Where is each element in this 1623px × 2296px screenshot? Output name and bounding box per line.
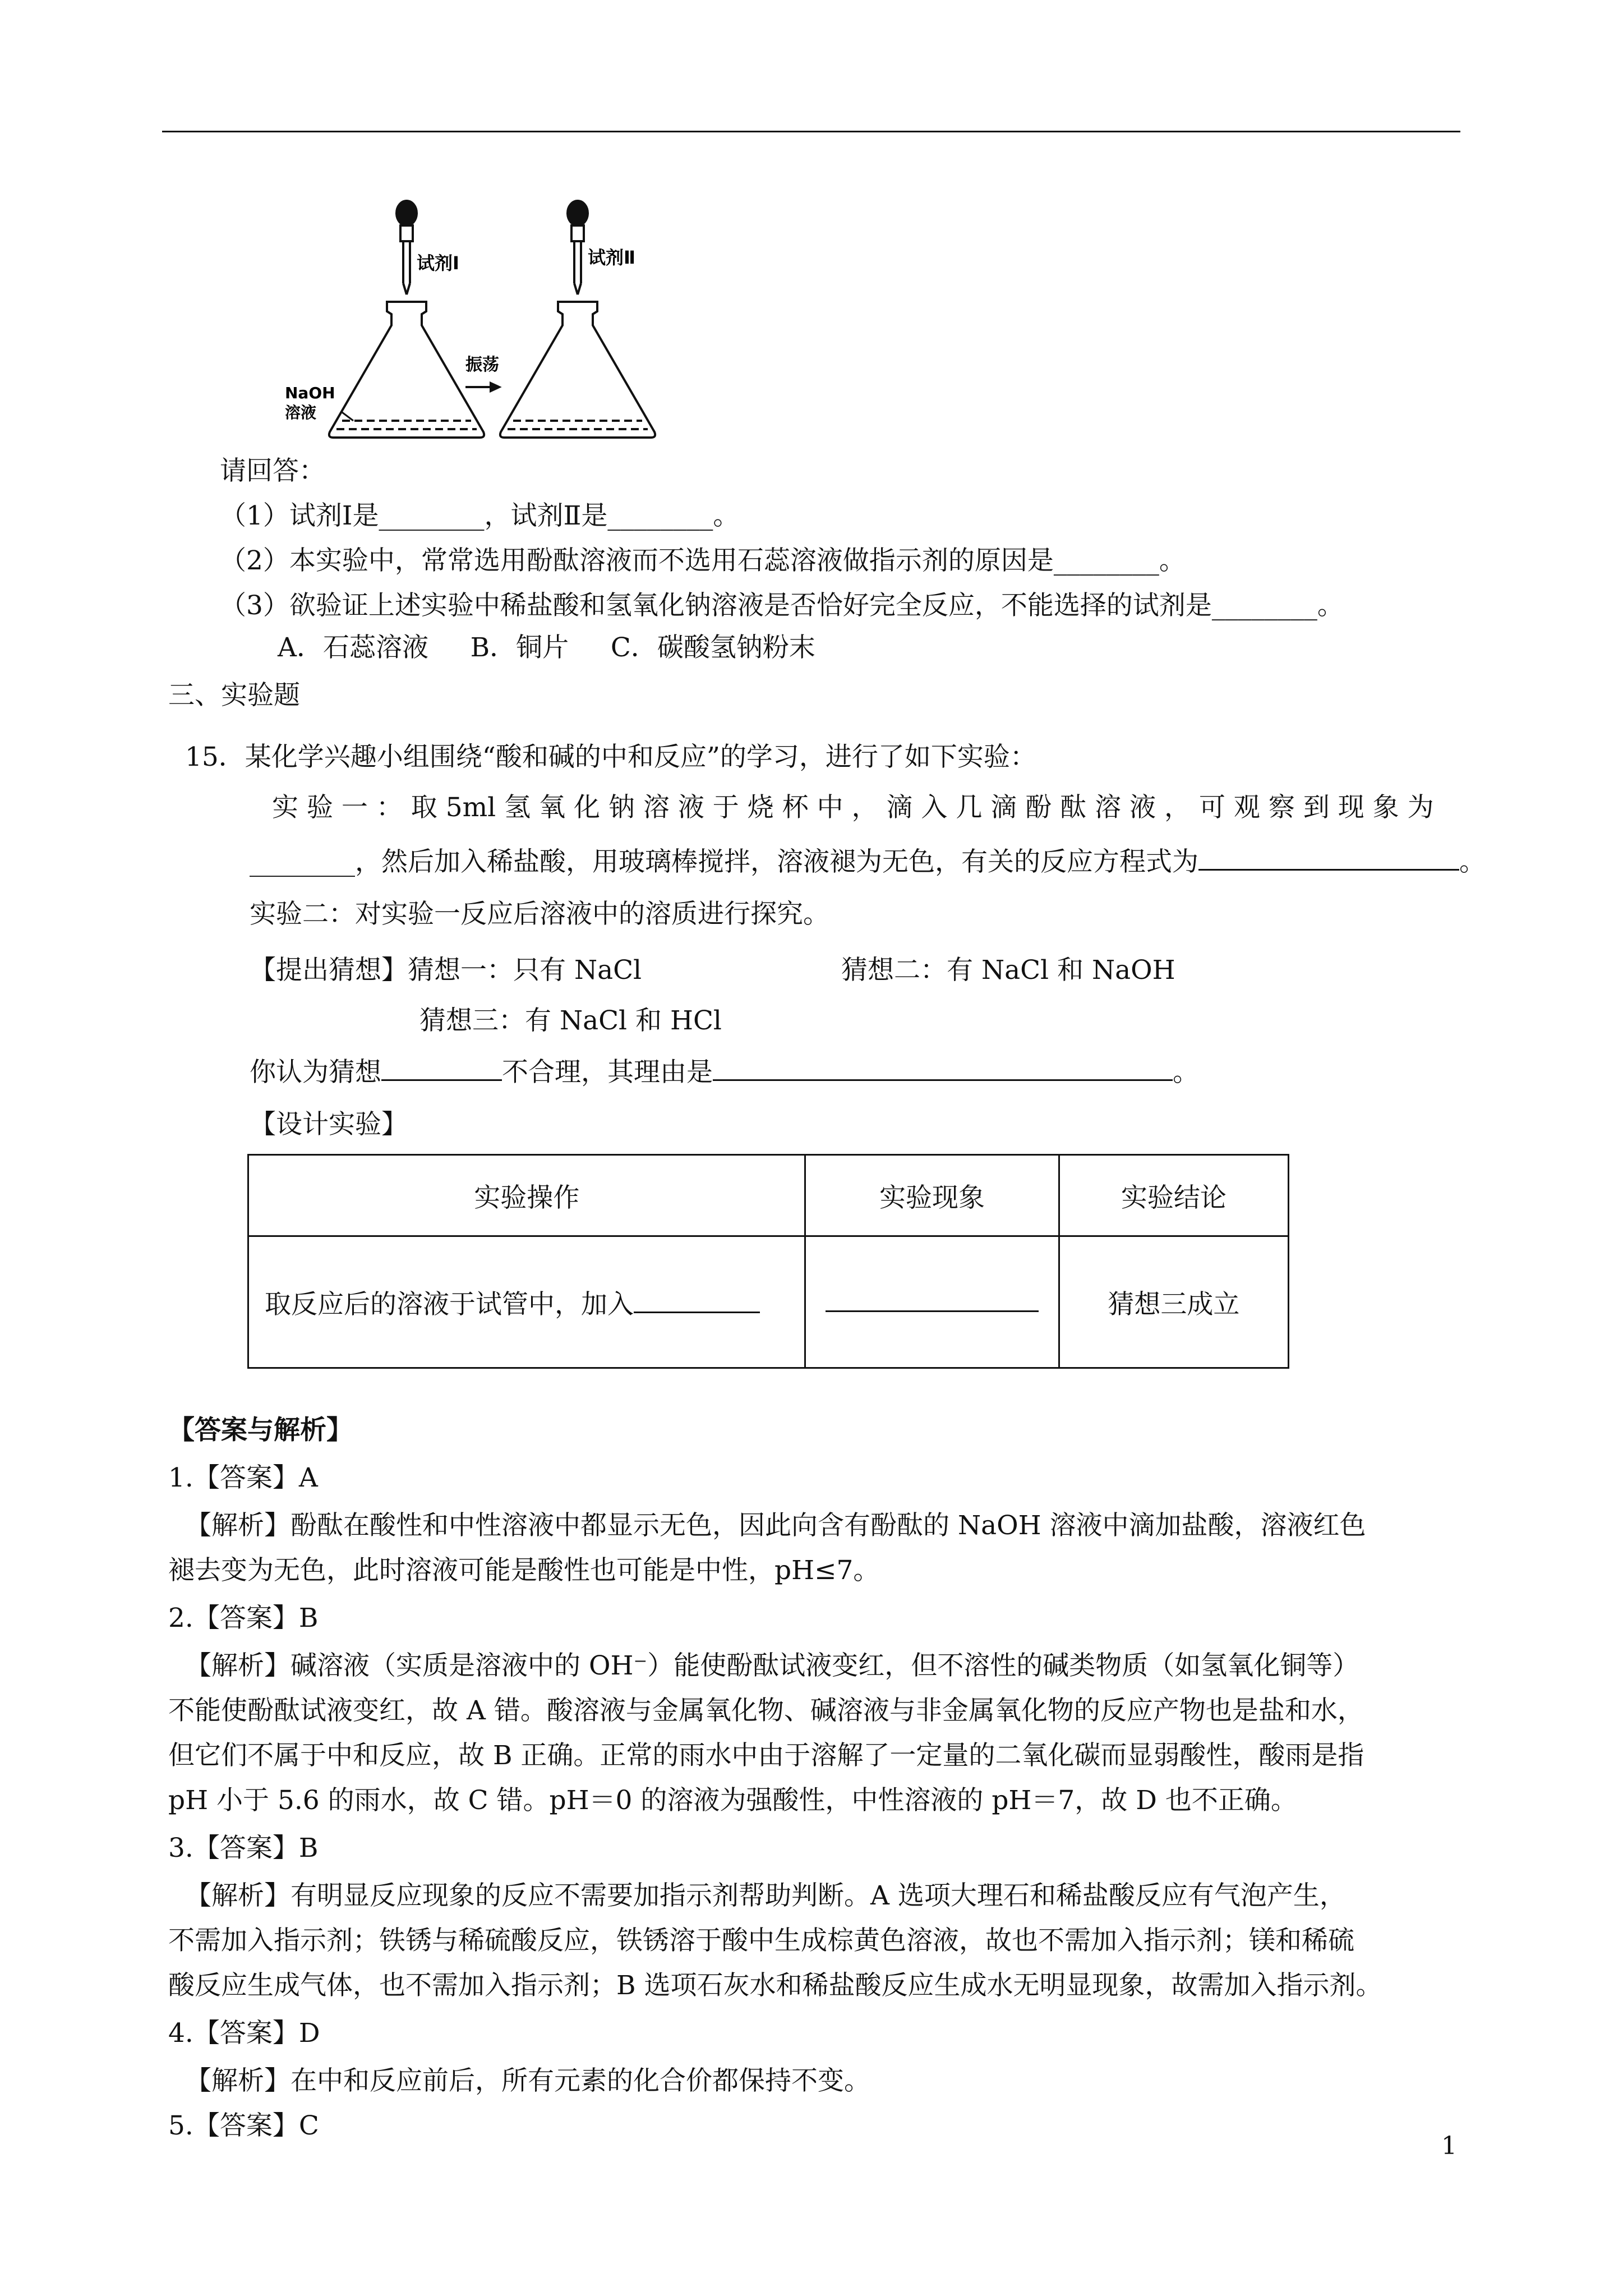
header-operation: 实验操作 [248,1155,805,1236]
header-phenomenon: 实验现象 [805,1155,1059,1236]
page-number: 1 [1441,2132,1457,2160]
solution-label-line1: NaOH [285,384,335,402]
unreasonable-line [250,1055,1199,1089]
answer-3-explain-1: 【解析】有明显反应现象的反应不需要加指示剂帮助判断。A 选项大理石和稀盐酸反应有气泡产生， [185,1880,1346,1911]
q15-exp1-line2 [250,844,1486,879]
table-header-row [248,1155,1289,1236]
q14-prompt: 请回答： [220,455,325,486]
row-conclusion: 猜想三成立 [1059,1236,1288,1368]
flask-left-icon [329,302,484,438]
q15-exp1-text: ，然后加入稀盐酸，用玻璃棒搅拌，溶液褪为无色，有关的反应方程式为 [355,846,1198,877]
q14-part1: （1）试剂Ⅰ是________，试剂Ⅱ是________。 [220,500,740,531]
q15-exp1-line1: 实 验 一 ： 取 5ml 氢 氧 化 钠 溶 液 于 烧 杯 中 ， 滴 入 几 滴 酚 酞 溶 液 ， 可 观 察 到 现 象 为 [272,792,1434,823]
reagent1-label: 试剂Ⅰ [417,252,459,274]
q15-exp1-blank1: ________ [250,846,355,877]
answer-1: 1.【答案】A [168,1462,318,1493]
answers-heading: 【答案与解析】 [168,1415,353,1446]
row-operation-text: 取反应后的溶液于试管中，加入 [265,1289,634,1320]
q14-part2: （2）本实验中，常常选用酚酞溶液而不选用石蕊溶液做指示剂的原因是________。 [220,545,1186,576]
section-heading: 三、实验题 [168,680,300,711]
q14-options: A．石蕊溶液 B．铜片 C．碳酸氢钠粉末 [278,632,815,663]
design-label: 【设计实验】 [250,1109,408,1140]
header-conclusion: 实验结论 [1059,1155,1288,1236]
phenomenon-blank[interactable] [826,1286,1039,1312]
answer-2-explain-3: 但它们不属于中和反应，故 B 正确。正常的雨水中由于溶解了一定量的二氧化碳而显弱酸性，酸雨是指 [168,1740,1364,1771]
q15-exp2: 实验二：对实验一反应后溶液中的溶质进行探究。 [250,899,829,930]
guess-3: 猜想三：有 NaCl 和 HCl [419,1005,722,1036]
answer-2-explain-4: pH 小于 5.6 的雨水，故 C 错。pH＝0 的溶液为强酸性，中性溶液的 pH＝7，故 D 也不正确。 [168,1785,1297,1816]
shake-arrow-icon [465,383,499,391]
answer-2-explain-1: 【解析】碱溶液（实质是溶液中的 OH⁻）能使酚酞试液变红，但不溶性的碱类物质（如氢氧化铜等） [185,1650,1359,1681]
answer-1-explain-2: 褪去变为无色，此时溶液可能是酸性也可能是中性，pH≤7。 [168,1555,880,1586]
answer-3-explain-2: 不需加入指示剂；铁锈与稀硫酸反应，铁锈溶于酸中生成棕黄色溶液，故也不需加入指示剂；镁和稀硫 [168,1925,1354,1956]
answer-3-explain-3: 酸反应生成气体，也不需加入指示剂；B 选项石灰水和稀盐酸反应生成水无明显现象，故需加入指示剂。 [168,1970,1382,2001]
reason-blank[interactable] [713,1055,1173,1081]
q15-stem: 15．某化学兴趣小组围绕“酸和碱的中和反应”的学习，进行了如下实验： [185,742,1036,772]
solution-label-line2: 溶液 [285,403,317,422]
answer-2: 2.【答案】B [168,1603,319,1634]
answer-1-explain-1: 【解析】酚酞在酸性和中性溶液中都显示无色，因此向含有酚酞的 NaOH 溶液中滴加盐酸，溶液红色 [185,1510,1366,1541]
flask-right-icon [500,302,655,438]
answer-5: 5.【答案】C [168,2110,319,2141]
table-row [248,1236,1289,1368]
shake-label: 振荡 [465,355,499,375]
unreasonable-text-b: 不合理，其理由是 [502,1057,713,1088]
equation-blank[interactable] [1198,844,1459,871]
answer-4-explain-1: 【解析】在中和反应前后，所有元素的化合价都保持不变。 [185,2065,870,2096]
guess-2: 猜想二：有 NaCl 和 NaOH [841,955,1175,986]
experiment-table [247,1154,1289,1369]
dropper-right-icon [568,201,588,295]
q14-part3: （3）欲验证上述实验中稀盐酸和氢氧化钠溶液是否恰好完全反应，不能选择的试剂是________。 [220,590,1344,621]
answer-2-explain-2: 不能使酚酞试液变红，故 A 错。酸溶液与金属氧化物、碱溶液与非金属氧化物的反应产物也是盐和水， [168,1695,1364,1726]
row-operation [248,1236,805,1368]
answer-3: 3.【答案】B [168,1833,319,1864]
answer-4: 4.【答案】D [168,2018,320,2049]
solution-pointer [342,412,353,421]
q15-exp1-end: 。 [1459,846,1486,877]
unreasonable-text-a: 你认为猜想 [250,1057,381,1088]
dropper-left-icon [396,201,417,295]
row-phenomenon [805,1236,1059,1368]
reagent2-label: 试剂Ⅱ [588,247,636,268]
header-rule [162,131,1460,132]
reagent-blank[interactable] [634,1287,760,1313]
guess-1: 【提出猜想】猜想一：只有 NaCl [250,955,642,986]
unreasonable-text-c: 。 [1173,1057,1199,1088]
apparatus-figure [280,191,707,454]
guess-number-blank[interactable] [381,1055,502,1081]
